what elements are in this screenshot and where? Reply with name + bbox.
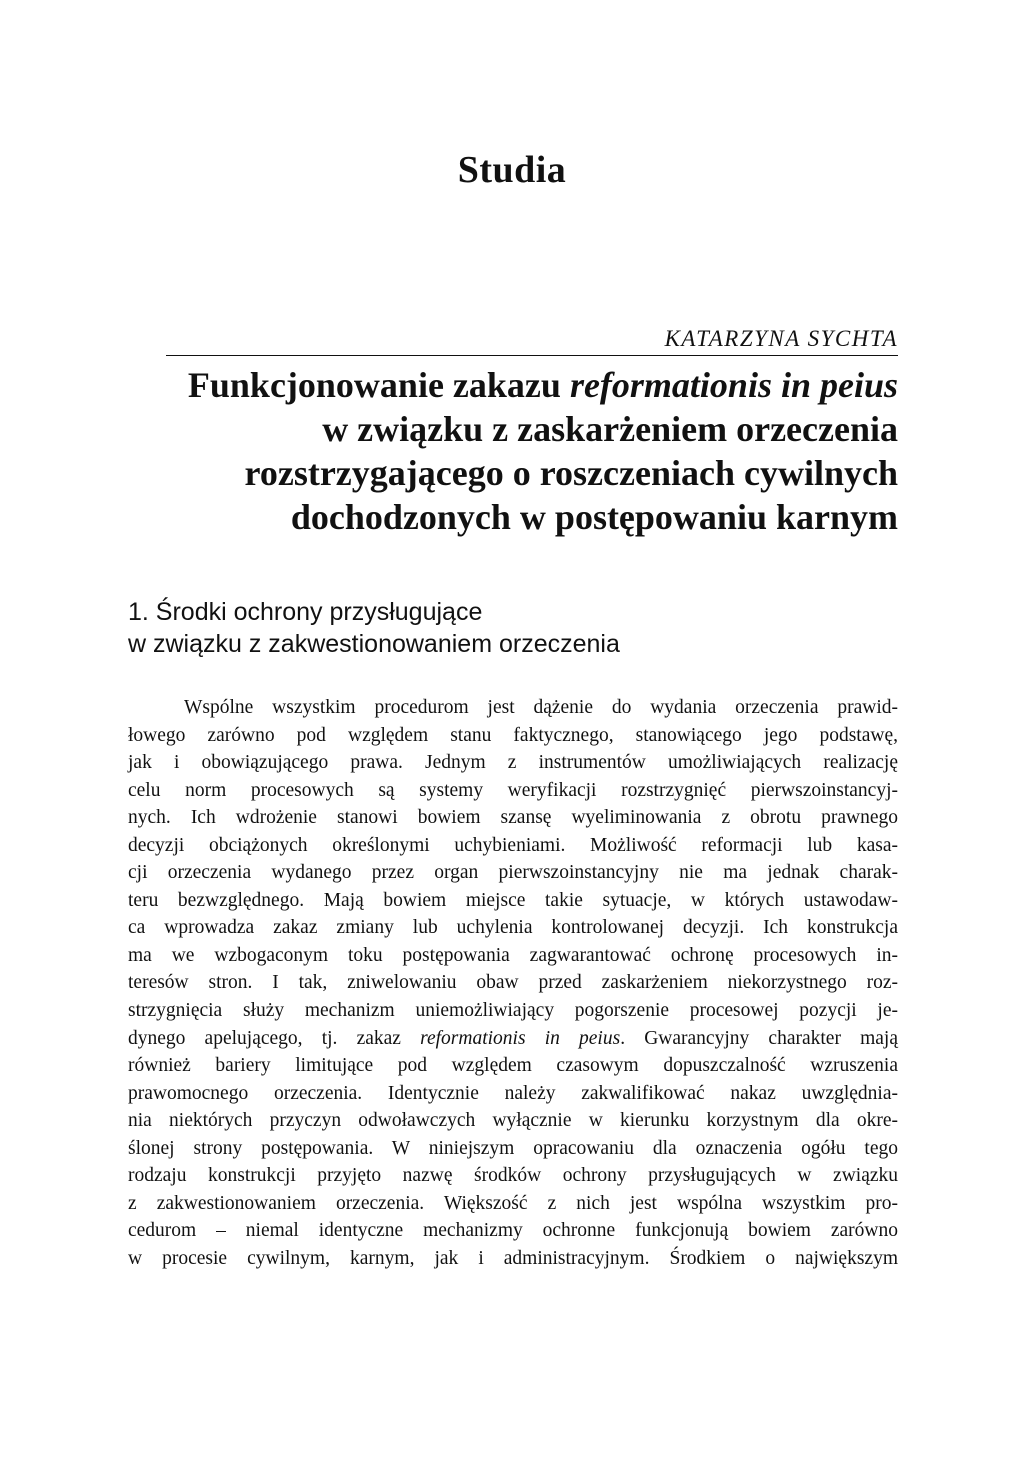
body-line: teresów stron. I tak, zniwelowaniu obaw przed zaskarżeniem niekorzystnego roz-: [128, 972, 898, 994]
title-line-3: rozstrzygającego o roszczeniach cywilnych: [244, 453, 898, 493]
title-line-2: w związku z zaskarżeniem orzeczenia: [322, 409, 898, 449]
body-line: cji orzeczenia wydanego przez organ pierwszoinstancyjny nie ma jednak charak-: [128, 862, 898, 884]
body-paragraph: [128, 694, 898, 1272]
body-line-italic: reformationis in peius: [420, 1027, 621, 1049]
author-name: KATARZYNA SYCHTA: [664, 326, 898, 351]
body-line: ma we wzbogaconym toku postępowania zagwarantować ochronę procesowych in-: [128, 944, 898, 966]
body-line: rodzaju konstrukcji przyjęto nazwę środków ochrony przysługujących w związku: [128, 1165, 898, 1187]
body-line: ślonej strony postępowania. W niniejszym opracowaniu dla oznaczenia ogółu tego: [128, 1137, 898, 1159]
title-line-4: dochodzonych w postępowaniu karnym: [290, 497, 898, 537]
body-line: decyzji obciążonych określonymi uchybieniami. Możliwość reformacji lub kasa-: [128, 834, 898, 856]
body-line-segment: . Gwarancyjny charakter mają: [620, 1027, 898, 1049]
section-heading: [128, 596, 620, 660]
body-line: ca wprowadza zakaz zmiany lub uchylenia kontrolowanej decyzji. Ich konstrukcja: [128, 917, 898, 939]
body-line: również bariery limitujące pod względem czasowym dopuszczalność wzruszenia: [128, 1055, 898, 1077]
body-line-segment: dynego apelującego, tj. zakaz: [128, 1027, 421, 1049]
title-line-1-text: Funkcjonowanie zakazu: [187, 365, 570, 405]
body-line: teru bezwzględnego. Mają bowiem miejsce takie sytuacje, w których ustawodaw-: [128, 889, 898, 911]
body-line: celu norm procesowych są systemy weryfikacji rozstrzygnięć pierwszoinstancyj-: [128, 779, 898, 801]
body-line: prawomocnego orzeczenia. Identycznie należy zakwalifikować nakaz uwzględnia-: [128, 1082, 898, 1104]
body-line: strzygnięcia służy mechanizm uniemożliwiający pogorszenie procesowej pozycji je-: [128, 1000, 898, 1022]
body-line: w procesie cywilnym, karnym, jak i administracyjnym. Środkiem o największym: [128, 1247, 898, 1269]
section-header: Studia: [457, 149, 567, 191]
body-line: Wspólne wszystkim procedurom jest dążenie do wydania orzeczenia prawid-: [184, 697, 898, 718]
body-line: [128, 1025, 898, 1053]
body-line: cedurom – niemal identyczne mechanizmy ochronne funkcjonują bowiem zarówno: [128, 1220, 898, 1242]
heading-line-1: 1. Środki ochrony przysługujące: [128, 598, 483, 626]
title-line-1-italic: reformationis in peius: [569, 365, 898, 405]
body-line: łowego zarówno pod względem stanu faktycznego, stanowiącego jego podstawę,: [128, 724, 898, 746]
title-rule: [166, 355, 898, 356]
body-line: z zakwestionowaniem orzeczenia. Większość z nich jest wspólna wszystkim pro-: [128, 1192, 898, 1214]
body-line: nych. Ich wdrożenie stanowi bowiem szansę wyeliminowania z obrotu prawnego: [128, 807, 898, 829]
heading-line-2: w związku z zakwestionowaniem orzeczenia: [128, 630, 620, 658]
body-line: nia niektórych przyczyn odwoławczych wyłącznie w kierunku korzystnym dla okre-: [128, 1110, 898, 1132]
title-line-1: [138, 363, 898, 407]
article-title: [138, 363, 898, 539]
body-line: jak i obowiązującego prawa. Jednym z instrumentów umożliwiających realizację: [128, 752, 898, 774]
